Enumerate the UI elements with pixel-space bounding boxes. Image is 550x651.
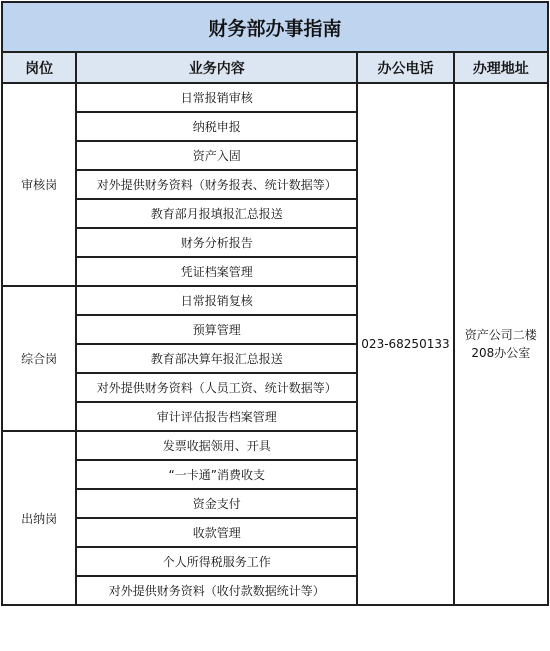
task-cell: 对外提供财务资料（收付款数据统计等） [76,576,357,605]
task-cell: 教育部月报填报汇总报送 [76,199,357,228]
task-cell: 审计评估报告档案管理 [76,402,357,431]
task-cell: 教育部决算年报汇总报送 [76,344,357,373]
guide-table [1,1,549,606]
header-tasks: 业务内容 [76,52,357,83]
task-cell: “一卡通”消费收支 [76,460,357,489]
position-cell: 综合岗 [2,286,76,431]
task-cell: 财务分析报告 [76,228,357,257]
header-address: 办理地址 [454,52,548,83]
task-cell: 日常报销审核 [76,83,357,112]
address-cell: 资产公司二楼 208办公室 [454,83,548,605]
task-cell: 资金支付 [76,489,357,518]
table-row [2,83,548,112]
position-cell: 出纳岗 [2,431,76,605]
task-cell: 纳税申报 [76,112,357,141]
task-cell: 日常报销复核 [76,286,357,315]
header-phone: 办公电话 [357,52,453,83]
office-guide [1,1,549,650]
task-cell: 收款管理 [76,518,357,547]
page-title: 财务部办事指南 [2,2,548,52]
task-cell: 对外提供财务资料（财务报表、统计数据等） [76,170,357,199]
header-position: 岗位 [2,52,76,83]
phone-cell: 023-68250133 [357,83,453,605]
task-cell: 资产入固 [76,141,357,170]
position-cell: 审核岗 [2,83,76,286]
task-cell: 对外提供财务资料（人员工资、统计数据等） [76,373,357,402]
task-cell: 个人所得税服务工作 [76,547,357,576]
task-cell: 预算管理 [76,315,357,344]
task-cell: 凭证档案管理 [76,257,357,286]
task-cell: 发票收据领用、开具 [76,431,357,460]
